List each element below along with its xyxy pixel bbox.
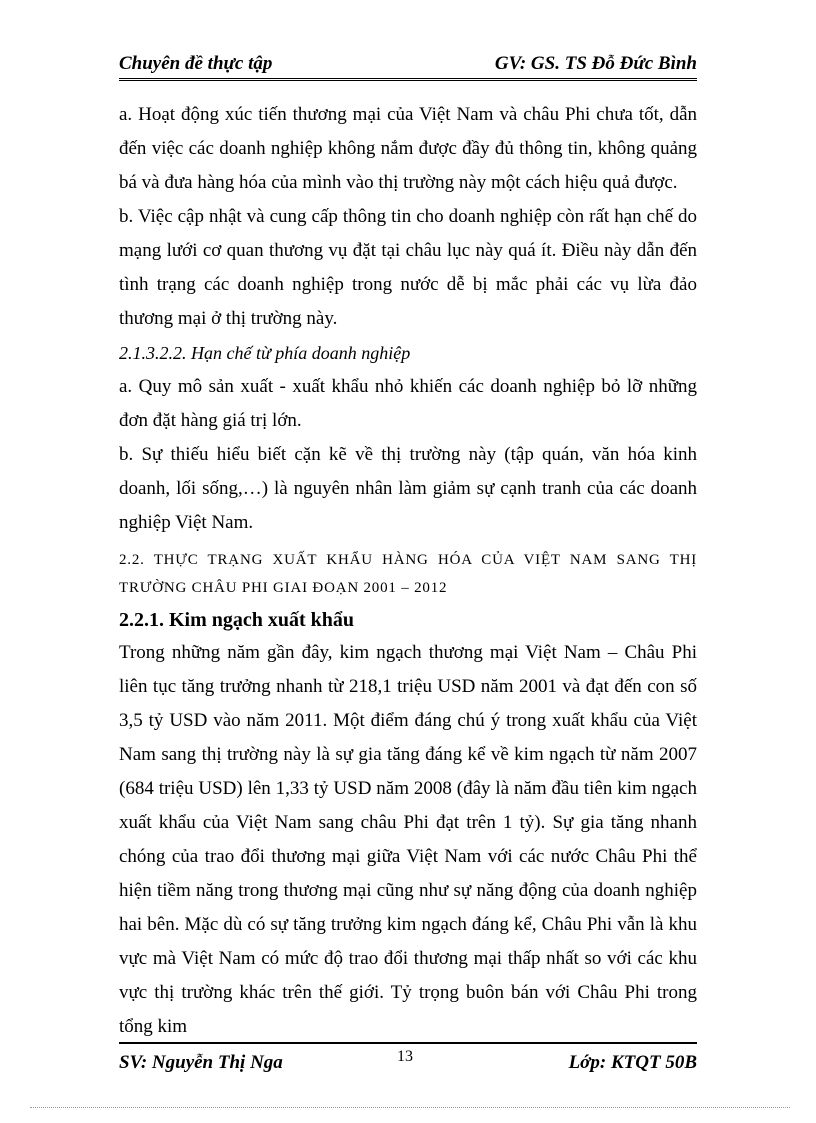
subsection-heading: 2.2.1. Kim ngạch xuất khẩu [119,609,355,631]
document-body [119,98,697,1044]
page-separator [30,1107,790,1108]
paragraph: b. Sự thiếu hiểu biết cặn kẽ về thị trường này (tập quán, văn hóa kinh doanh, lối sống,…) là nguyên nhân làm giảm sự cạnh tranh của các doanh nghiệp Việt Nam. [119,444,697,533]
page-header [119,50,697,81]
paragraph: a. Hoạt động xúc tiến thương mại của Việt Nam và châu Phi chưa tốt, dẫn đến việc các doanh nghiệp không nắm được đầy đủ thông tin, không quảng bá và đưa hàng hóa của mình vào thị trường này một cách hiệu quả được. [119,104,697,193]
paragraph: a. Quy mô sản xuất - xuất khẩu nhỏ khiến các doanh nghiệp bỏ lỡ những đơn đặt hàng giá trị lớn. [119,376,697,431]
header-course-title: Chuyên đề thực tập [119,53,273,74]
page-footer [119,1042,697,1080]
paragraph: b. Việc cập nhật và cung cấp thông tin cho doanh nghiệp còn rất hạn chế do mạng lưới cơ quan thương vụ đặt tại châu lục này quá ít. Điều này dẫn đến tình trạng các doanh nghiệp trong nước dễ bị mắc phải các vụ lừa đảo thương mại ở thị trường này. [119,206,697,329]
paragraph: Trong những năm gần đây, kim ngạch thương mại Việt Nam – Châu Phi liên tục tăng trưởng nhanh từ 218,1 triệu USD năm 2001 và đạt đến con số 3,5 tỷ USD vào năm 2011. Một điểm đáng chú ý trong xuất khẩu của Việt Nam sang thị trường này là sự gia tăng đáng kể về kim ngạch từ năm 2007 (684 triệu USD) lên 1,33 tỷ USD năm 2008 (đây là năm đầu tiên kim ngạch xuất khẩu của Việt Nam sang châu Phi đạt trên 1 tỷ). Sự gia tăng nhanh chóng của trao đổi thương mại giữa Việt Nam với các nước Châu Phi thể hiện tiềm năng trong thương mại cũng như sự năng động của doanh nghiệp hai bên. Mặc dù có sự tăng trưởng kim ngạch đáng kể, Châu Phi vẫn là khu vực mà Việt Nam có mức độ trao đổi thương mại thấp nhất so với các khu vực thị trường khác trên thế giới. Tỷ trọng buôn bán với Châu Phi trong tổng kim [119,642,697,1037]
footer-student-name: SV: Nguyễn Thị Nga [119,1052,283,1073]
footer-class: Lớp: KTQT 50B [568,1052,697,1073]
subsection-title: 2.1.3.2.2. Hạn chế từ phía doanh nghiệp [119,343,411,363]
header-instructor: GV: GS. TS Đỗ Đức Bình [494,53,697,74]
page-number: 13 [397,1048,413,1065]
section-heading: 2.2. THỰC TRẠNG XUẤT KHẨU HÀNG HÓA CỦA VIỆT NAM SANG THỊ TRƯỜNG CHÂU PHI GIAI ĐOẠN 2001 – 2012 [119,552,697,596]
